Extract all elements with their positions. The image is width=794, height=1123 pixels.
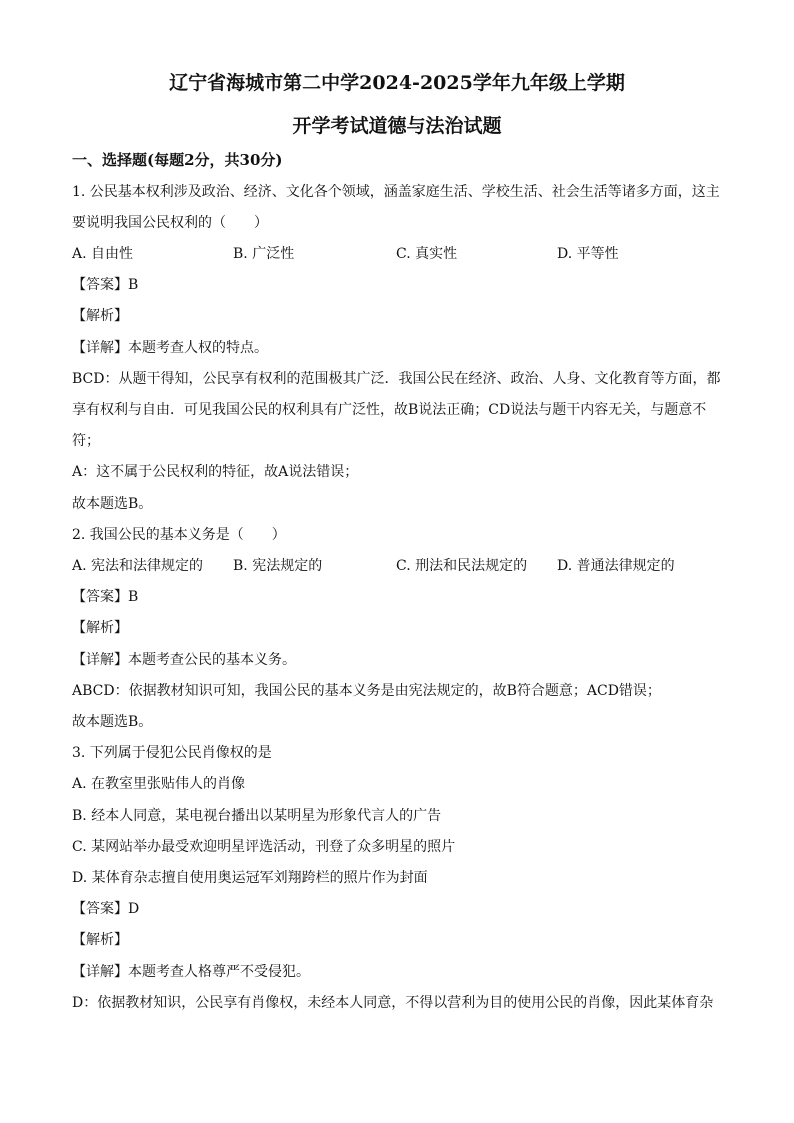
- q3-option-b: B. 经本人同意，某电视台播出以某明星为形象代言人的广告: [72, 808, 442, 824]
- q1-explanation-line-4: A：这不属于公民权利的特征，故A说法错误；: [72, 464, 359, 480]
- q2-explanation-line-1: ABCD：依据教材知识可知，我国公民的基本义务是由宪法规定的，故B符合题意；ACD错误；: [72, 683, 661, 699]
- q2-detail: 【详解】本题考查公民的基本义务。: [72, 652, 296, 668]
- document-title-line-1: 辽宁省海城市第二中学2024-2025学年九年级上学期: [169, 72, 625, 94]
- q1-option-d: D. 平等性: [557, 246, 619, 262]
- q2-answer: 【答案】B: [72, 589, 139, 605]
- section-heading: 一、选择题(每题2分，共30分): [72, 151, 283, 169]
- q3-analysis-label: 【解析】: [72, 932, 128, 948]
- q2-conclusion: 故本题选B。: [72, 714, 153, 730]
- q1-answer: 【答案】B: [72, 277, 139, 293]
- q1-explanation-line-1: BCD：从题干得知，公民享有权利的范围极其广泛．我国公民在经济、政治、人身、文化教育等方面，都: [72, 371, 721, 387]
- q2-option-a: A. 宪法和法律规定的: [72, 558, 204, 574]
- q3-option-c: C. 某网站举办最受欢迎明星评选活动，刊登了众多明星的照片: [72, 839, 456, 855]
- q1-explanation-line-3: 符；: [72, 433, 100, 449]
- q1-explanation-line-2: 享有权利与自由．可见我国公民的权利具有广泛性，故B说法正确；CD说法与题干内容无关，与题意不: [72, 402, 707, 418]
- q3-answer: 【答案】D: [72, 901, 140, 917]
- q2-stem: 2. 我国公民的基本义务是（ ）: [72, 527, 286, 543]
- q3-explanation-line-1: D：依据教材知识，公民享有肖像权，未经本人同意，不得以营利为目的使用公民的肖像，因此某体育杂: [72, 995, 714, 1011]
- q1-analysis-label: 【解析】: [72, 308, 128, 324]
- q3-option-a: A. 在教室里张贴伟人的肖像: [72, 776, 246, 792]
- q1-option-a: A. 自由性: [72, 246, 134, 262]
- q2-option-d: D. 普通法律规定的: [557, 558, 675, 574]
- q1-option-c: C. 真实性: [396, 246, 458, 262]
- q1-detail: 【详解】本题考查人权的特点。: [72, 340, 268, 356]
- q3-option-d: D. 某体育杂志擅自使用奥运冠军刘翔跨栏的照片作为封面: [72, 870, 428, 886]
- q1-stem-line-1: 1. 公民基本权利涉及政治、经济、文化各个领域，涵盖家庭生活、学校生活、社会生活等诸多方面，这主: [72, 184, 720, 200]
- q1-option-b: B. 广泛性: [233, 246, 295, 262]
- q2-analysis-label: 【解析】: [72, 620, 128, 636]
- q2-option-b: B. 宪法规定的: [233, 558, 323, 574]
- q1-stem-line-2: 要说明我国公民权利的（ ）: [72, 215, 268, 231]
- q3-stem: 3. 下列属于侵犯公民肖像权的是: [72, 745, 272, 761]
- document-title-line-2: 开学考试道德与法治试题: [292, 115, 502, 137]
- q3-detail: 【详解】本题考查人格尊严不受侵犯。: [72, 964, 310, 980]
- q1-conclusion: 故本题选B。: [72, 496, 153, 512]
- q2-option-c: C. 刑法和民法规定的: [396, 558, 528, 574]
